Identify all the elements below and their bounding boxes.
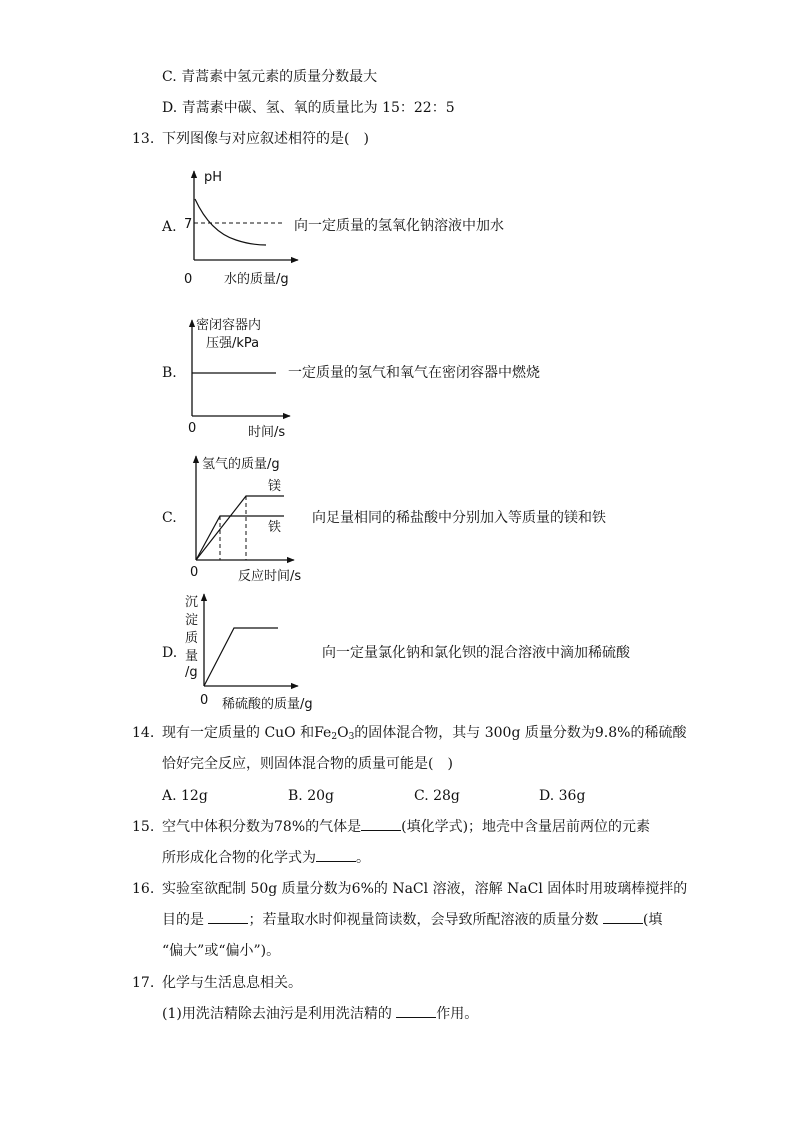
q13-chart-b	[180, 314, 300, 446]
q16-line1: 实验室欲配制 50g 质量分数为6%的 NaCl 溶液，溶解 NaCl 固体时用玻璃棒搅拌的	[162, 881, 688, 897]
q15-line2-b: 。	[356, 850, 370, 866]
xlabel-time: 时间/s	[248, 425, 286, 440]
q12-option-c: C. 青蒿素中氢元素的质量分数最大	[162, 69, 378, 85]
q13-option-c-letter: C.	[162, 510, 177, 526]
q16-line3: “偏大”或“偏小”)。	[162, 943, 281, 959]
q16-line2-a: 目的是	[162, 912, 209, 928]
q16-line2-b: ；若量取水时仰视量筒读数，会导致所配溶液的质量分数	[248, 912, 603, 928]
origin-zero: 0	[184, 272, 193, 287]
q17-number: 17.	[132, 975, 155, 991]
q17-blank-1[interactable]	[396, 1005, 436, 1018]
q13-option-c-desc: 向足量相同的稀盐酸中分别加入等质量的镁和铁	[312, 510, 606, 526]
ylabel-char-4: 量	[185, 649, 199, 664]
q13-option-a-letter: A.	[162, 219, 177, 235]
q14-option-c: C. 28g	[414, 788, 460, 804]
ylabel-line1: 密闭容器内	[196, 318, 262, 333]
q13-option-d-letter: D.	[162, 645, 178, 661]
q13-stem: 下列图像与对应叙述相符的是( )	[162, 131, 369, 147]
q16-number: 16.	[132, 881, 155, 897]
q17-stem: 化学与生活息息相关。	[162, 975, 302, 991]
q17-sub1-a: (1)用洗洁精除去油污是利用洗洁精的	[162, 1006, 397, 1022]
series-label-1: 镁	[268, 479, 282, 494]
q17-sub1-b: 作用。	[436, 1006, 479, 1022]
q17-sub1	[162, 1005, 478, 1023]
q16-blank-2[interactable]	[603, 911, 643, 924]
q13-chart-c	[186, 452, 312, 586]
q13-option-b-letter: B.	[162, 365, 177, 381]
q13-chart-d	[180, 592, 330, 718]
precipitate-line	[204, 628, 278, 686]
q15-line2-a: 所形成化合物的化学式为	[162, 850, 316, 866]
q15-line1	[162, 818, 650, 836]
q16-blank-1[interactable]	[208, 911, 248, 924]
q14-number: 14.	[132, 725, 155, 741]
q14-option-a: A. 12g	[162, 788, 208, 804]
q13-chart-a	[176, 165, 306, 294]
ylabel-char-5: /g	[185, 665, 198, 680]
ytick-7: 7	[184, 217, 193, 232]
q15-line1-a: 空气中体积分数为78%的气体是	[162, 819, 362, 835]
series-label-2: 铁	[268, 520, 282, 535]
q15-line2	[162, 849, 370, 867]
ylabel-ph: pH	[204, 170, 223, 185]
ylabel-line2: 压强/kPa	[206, 336, 260, 351]
xlabel-reaction-time: 反应时间/s	[238, 569, 302, 584]
q14-option-d: D. 36g	[539, 788, 586, 804]
xlabel-water: 水的质量/g	[224, 272, 289, 287]
q15-number: 15.	[132, 819, 155, 835]
q16-line2-c: (填	[642, 912, 663, 928]
q13-number: 13.	[132, 131, 155, 147]
origin-zero: 0	[188, 421, 197, 436]
q14-line2: 恰好完全反应，则固体混合物的质量可能是( )	[162, 756, 453, 772]
q14-line1: 现有一定质量的 CuO 和$Fe_2O_3$的固体混合物，其与 300g 质量分数为9.8%的稀硫酸	[162, 725, 687, 742]
q14-line1-a: 现有一定质量的 CuO 和	[162, 725, 315, 741]
ph-curve	[195, 199, 266, 245]
q12-option-d: D. 青蒿素中碳、氢、氧的质量比为 15：22：5	[162, 100, 455, 116]
q15-blank-1[interactable]	[361, 818, 401, 831]
q16-line2	[162, 911, 662, 929]
q13-option-a-desc: 向一定质量的氢氧化钠溶液中加水	[294, 218, 504, 234]
xlabel-acid: 稀硫酸的质量/g	[222, 697, 313, 712]
q15-line1-b: (填化学式)；地壳中含量居前两位的元素	[401, 819, 651, 835]
origin-zero: 0	[190, 565, 199, 580]
ylabel-hydrogen: 氢气的质量/g	[202, 457, 280, 472]
q14-line1-b: 的固体混合物，其与 300g 质量分数为9.8%的稀硫酸	[354, 725, 687, 741]
q14-option-b: B. 20g	[288, 788, 334, 804]
q13-option-b-desc: 一定质量的氢气和氧气在密闭容器中燃烧	[288, 365, 540, 381]
ylabel-char-3: 质	[185, 631, 199, 646]
ylabel-char-2: 淀	[185, 613, 199, 628]
ylabel-char-1: 沉	[185, 595, 199, 610]
q13-option-d-desc: 向一定量氯化钠和氯化钡的混合溶液中滴加稀硫酸	[322, 645, 630, 661]
origin-zero: 0	[200, 693, 209, 708]
q15-blank-2[interactable]	[316, 849, 356, 862]
